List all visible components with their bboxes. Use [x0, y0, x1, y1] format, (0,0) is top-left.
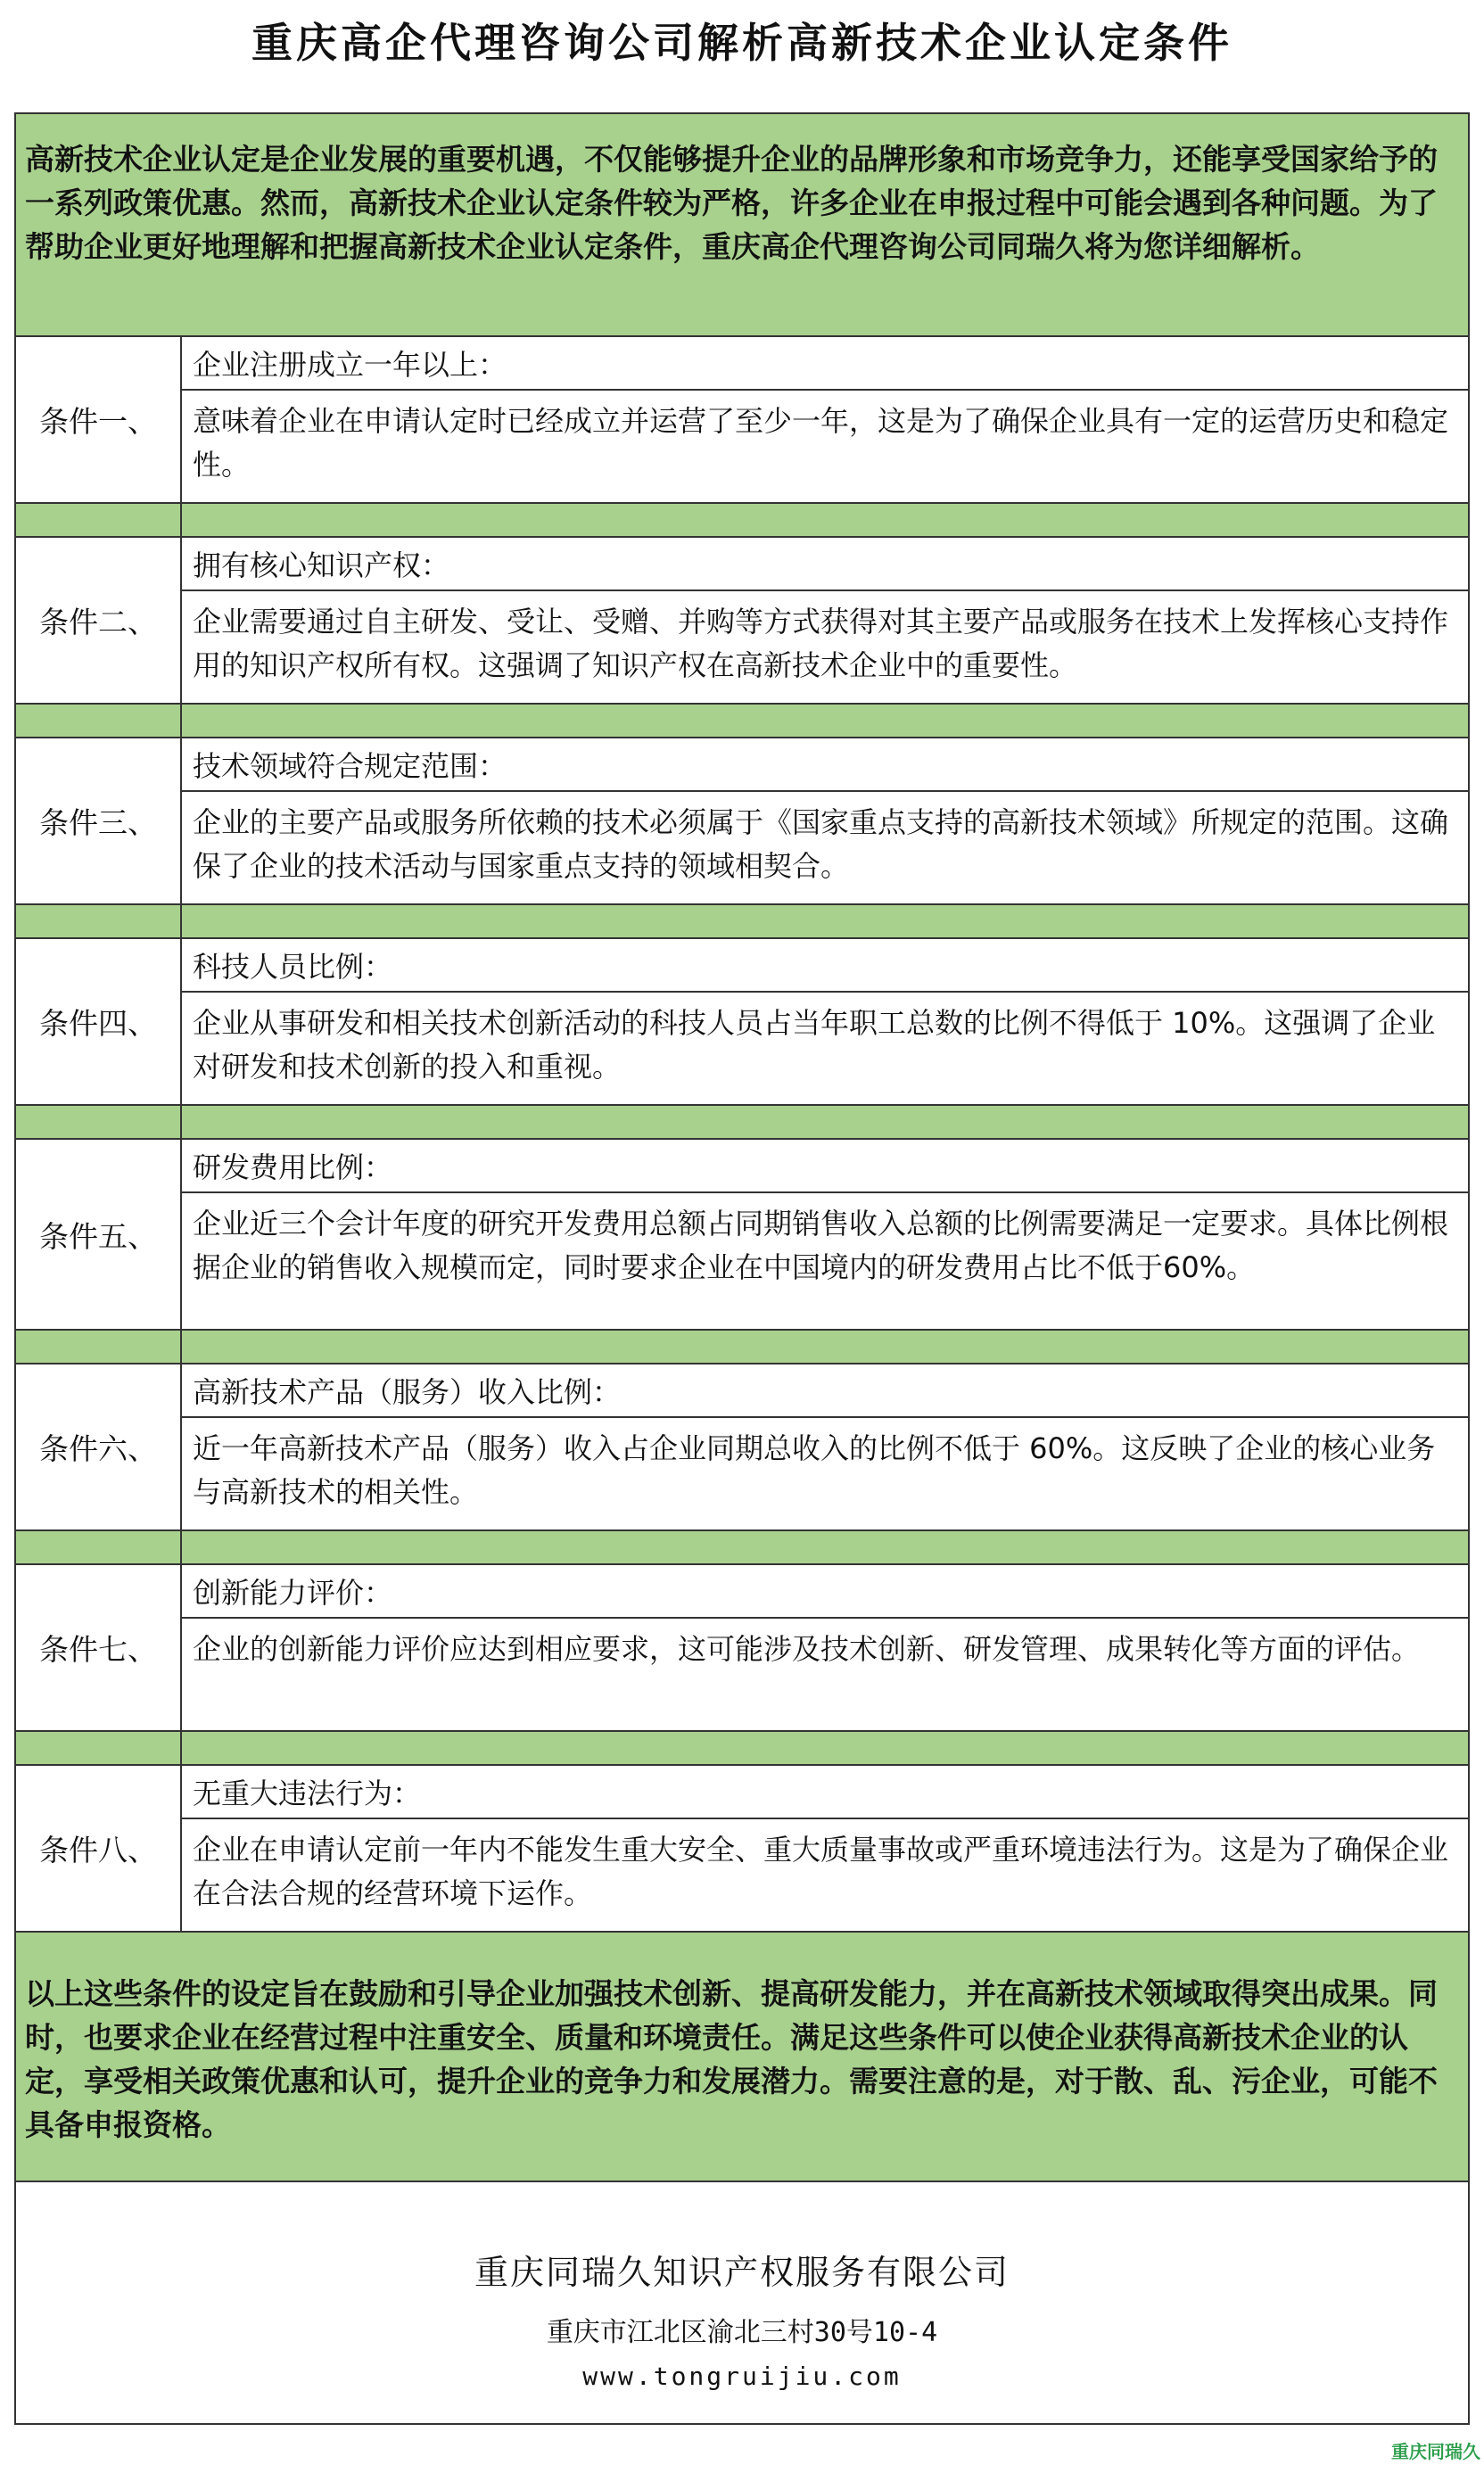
condition-heading: 企业注册成立一年以上： [182, 337, 1468, 391]
condition-label: 条件五、 [16, 1140, 182, 1329]
spacer-row [16, 905, 1468, 939]
spacer-row [16, 504, 1468, 538]
company-website: www.tongruijiu.com [582, 2362, 902, 2391]
condition-row-6 [16, 1364, 1468, 1531]
condition-label: 条件四、 [16, 939, 182, 1104]
company-name: 重庆同瑞久知识产权服务有限公司 [474, 2253, 1010, 2292]
summary-paragraph: 以上这些条件的设定旨在鼓励和引导企业加强技术创新、提高研发能力，并在高新技术领域取得突出成果。同时，也要求企业在经营过程中注重安全、质量和环境责任。满足这些条件可以使企业获得高新技术企业的认定，享受相关政策优惠和认可，提升企业的竞争力和发展潜力。需要注意的是，对于散、乱、污企业，可能不具备申报资格。 [16, 1933, 1468, 2182]
spacer-row [16, 1732, 1468, 1766]
condition-description: 企业近三个会计年度的研究开发费用总额占同期销售收入总额的比例需要满足一定要求。具体比例根据企业的销售收入规模而定，同时要求企业在中国境内的研发费用占比不低于60%。 [193, 1207, 1449, 1284]
condition-heading: 科技人员比例： [182, 939, 1468, 993]
criteria-table [14, 112, 1470, 2425]
condition-heading: 技术领域符合规定范围： [182, 738, 1468, 792]
spacer-row [16, 1531, 1468, 1565]
condition-heading: 创新能力评价： [182, 1565, 1468, 1619]
condition-row-4 [16, 939, 1468, 1106]
condition-heading: 研发费用比例： [182, 1140, 1468, 1193]
spacer-row [16, 1331, 1468, 1364]
condition-description: 企业的主要产品或服务所依赖的技术必须属于《国家重点支持的高新技术领域》所规定的范围。这确保了企业的技术活动与国家重点支持的领域相契合。 [193, 805, 1449, 883]
condition-description: 企业的创新能力评价应达到相应要求，这可能涉及技术创新、研发管理、成果转化等方面的评估。 [193, 1632, 1421, 1666]
intro-paragraph: 高新技术企业认定是企业发展的重要机遇，不仅能够提升企业的品牌形象和市场竞争力，还能享受国家给予的一系列政策优惠。然而，高新技术企业认定条件较为严格，许多企业在申报过程中可能会遇到各种问题。为了帮助企业更好地理解和把握高新技术企业认定条件，重庆高企代理咨询公司同瑞久将为您详细解析。 [16, 114, 1468, 337]
condition-description: 近一年高新技术产品（服务）收入占企业同期总收入的比例不低于 60%。这反映了企业的核心业务与高新技术的相关性。 [193, 1431, 1436, 1509]
condition-label: 条件二、 [16, 538, 182, 703]
spacer-row [16, 705, 1468, 738]
condition-heading: 拥有核心知识产权： [182, 538, 1468, 591]
company-address: 重庆市江北区渝北三村30号10-4 [546, 2317, 938, 2348]
condition-row-3 [16, 738, 1468, 905]
condition-label: 条件六、 [16, 1364, 182, 1529]
condition-label: 条件七、 [16, 1565, 182, 1730]
condition-label: 条件三、 [16, 738, 182, 903]
condition-row-7 [16, 1565, 1468, 1732]
condition-row-2 [16, 538, 1468, 705]
condition-label: 条件八、 [16, 1766, 182, 1931]
condition-row-8 [16, 1766, 1468, 1933]
condition-description: 企业从事研发和相关技术创新活动的科技人员占当年职工总数的比例不得低于 10%。这强调了企业对研发和技术创新的投入和重视。 [193, 1006, 1436, 1084]
watermark: 重庆同瑞久 [1391, 2441, 1480, 2462]
condition-description: 企业在申请认定前一年内不能发生重大安全、重大质量事故或严重环境违法行为。这是为了确保企业在合法合规的经营环境下运作。 [193, 1833, 1449, 1910]
condition-row-5 [16, 1140, 1468, 1331]
condition-row-1 [16, 337, 1468, 504]
company-footer [16, 2182, 1468, 2423]
condition-heading: 高新技术产品（服务）收入比例： [182, 1364, 1468, 1418]
spacer-row [16, 1106, 1468, 1140]
condition-description: 企业需要通过自主研发、受让、受赠、并购等方式获得对其主要产品或服务在技术上发挥核心支持作用的知识产权所有权。这强调了知识产权在高新技术企业中的重要性。 [193, 605, 1449, 682]
condition-heading: 无重大违法行为： [182, 1766, 1468, 1819]
condition-description: 意味着企业在申请认定时已经成立并运营了至少一年，这是为了确保企业具有一定的运营历史和稳定性。 [193, 404, 1449, 482]
condition-label: 条件一、 [16, 337, 182, 502]
page-title: 重庆高企代理咨询公司解析高新技术企业认定条件 [251, 19, 1233, 67]
